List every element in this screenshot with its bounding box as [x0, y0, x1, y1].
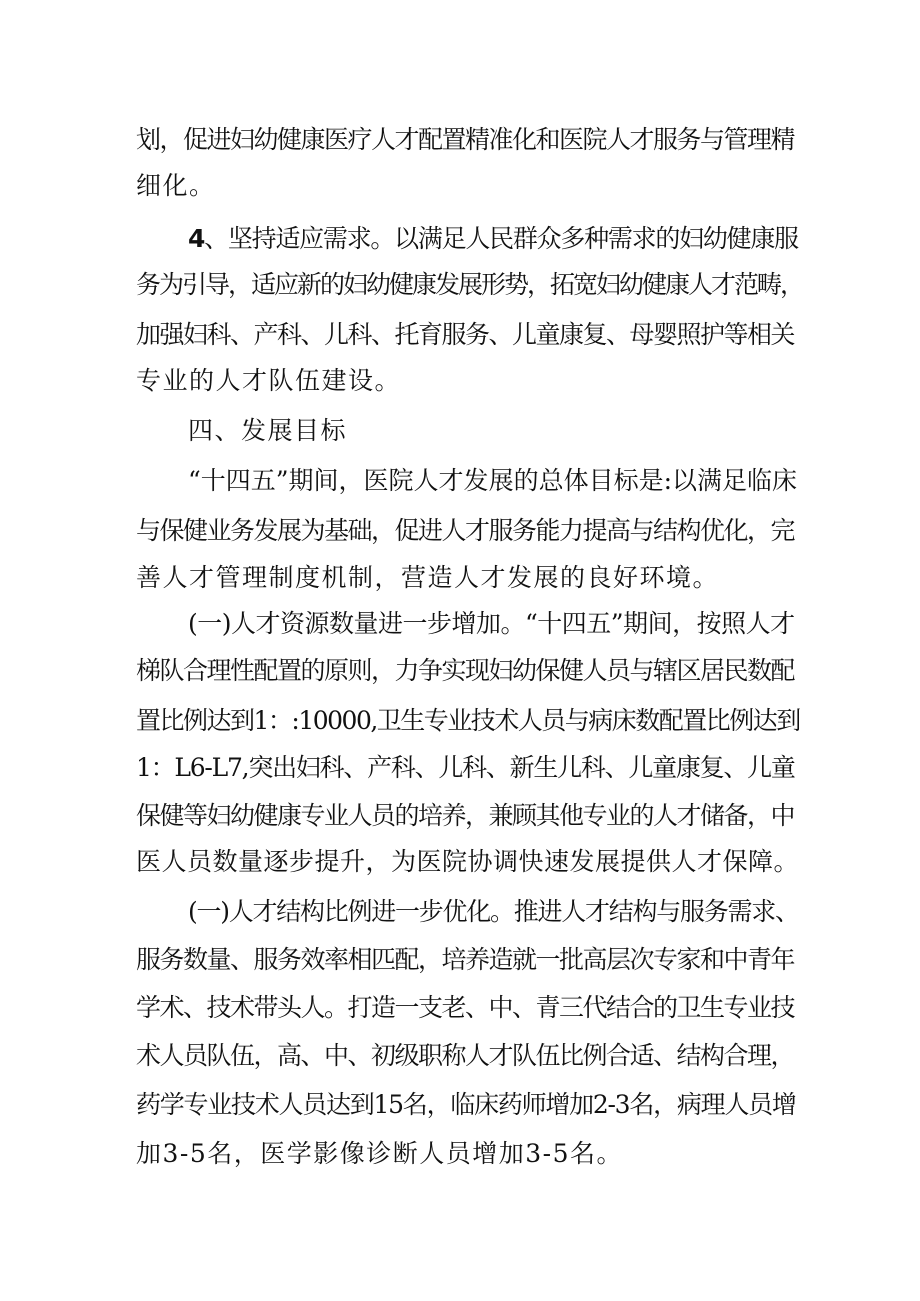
- section-heading: 四、发展目标: [188, 416, 348, 445]
- text-line-8: “十四五”期间，医院人才发展的总体目标是:以满足临床: [188, 466, 797, 495]
- text-line-21: 药学专业技术人员达到15名，临床药师增加2-3名，病理人员增: [136, 1090, 796, 1119]
- text-line-6: 专业的人才队伍建设。: [136, 366, 402, 395]
- text-line-19: 学术、技术带头人。打造一支老、中、青三代结合的卫生专业技: [136, 993, 795, 1022]
- text-line-3: [188, 224, 798, 254]
- text-line-16: 医人员数量逐步提升，为医院协调快速发展提供人才保障。: [136, 847, 800, 876]
- text-line-1: 划，促进妇幼健康医疗人才配置精准化和医院人才服务与管理精: [136, 125, 795, 154]
- text-line-10: 善人才管理制度机制，营造人才发展的良好环境。: [136, 563, 720, 592]
- text-line-3-body: 、坚持适应需求。以满足人民群众多种需求的妇幼健康服: [204, 224, 798, 253]
- text-line-4: 务为引导，适应新的妇幼健康发展形势，拓宽妇幼健康人才范畴，: [136, 270, 804, 299]
- text-line-12: 梯队合理性配置的原则，力争实现妇幼保健人员与辖区居民数配: [136, 656, 795, 685]
- text-line-20: 术人员队伍，高、中、初级职称人才队伍比例合适、结构合理，: [136, 1041, 795, 1070]
- text-line-14: 1：L6-L7,突出妇科、产科、儿科、新生儿科、儿童康复、儿童: [136, 753, 795, 782]
- text-line-11: (一)人才资源数量进一步增加。“十四五”期间，按照人才: [188, 609, 795, 638]
- text-line-2: 细化。: [136, 171, 216, 200]
- text-line-18: 服务数量、服务效率相匹配，培养造就一批高层次专家和中青年: [136, 945, 795, 974]
- text-line-15: 保健等妇幼健康专业人员的培养，兼顾其他专业的人才储备，中: [136, 801, 795, 830]
- text-line-5: 加强妇科、产科、儿科、托育服务、儿童康复、母婴照护等相关: [136, 320, 795, 349]
- text-line-22: 加3-5名，医学影像诊断人员增加3-5名。: [136, 1139, 624, 1168]
- text-line-13: 置比例达到1：:10000,卫生专业技术人员与病床数配置比例达到: [136, 706, 800, 735]
- text-line-17: (一)人才结构比例进一步优化。推进人才结构与服务需求、: [188, 897, 799, 926]
- text-line-9: 与保健业务发展为基础，促进人才服务能力提高与结构优化，完: [136, 516, 795, 545]
- item-number: 4: [188, 224, 205, 253]
